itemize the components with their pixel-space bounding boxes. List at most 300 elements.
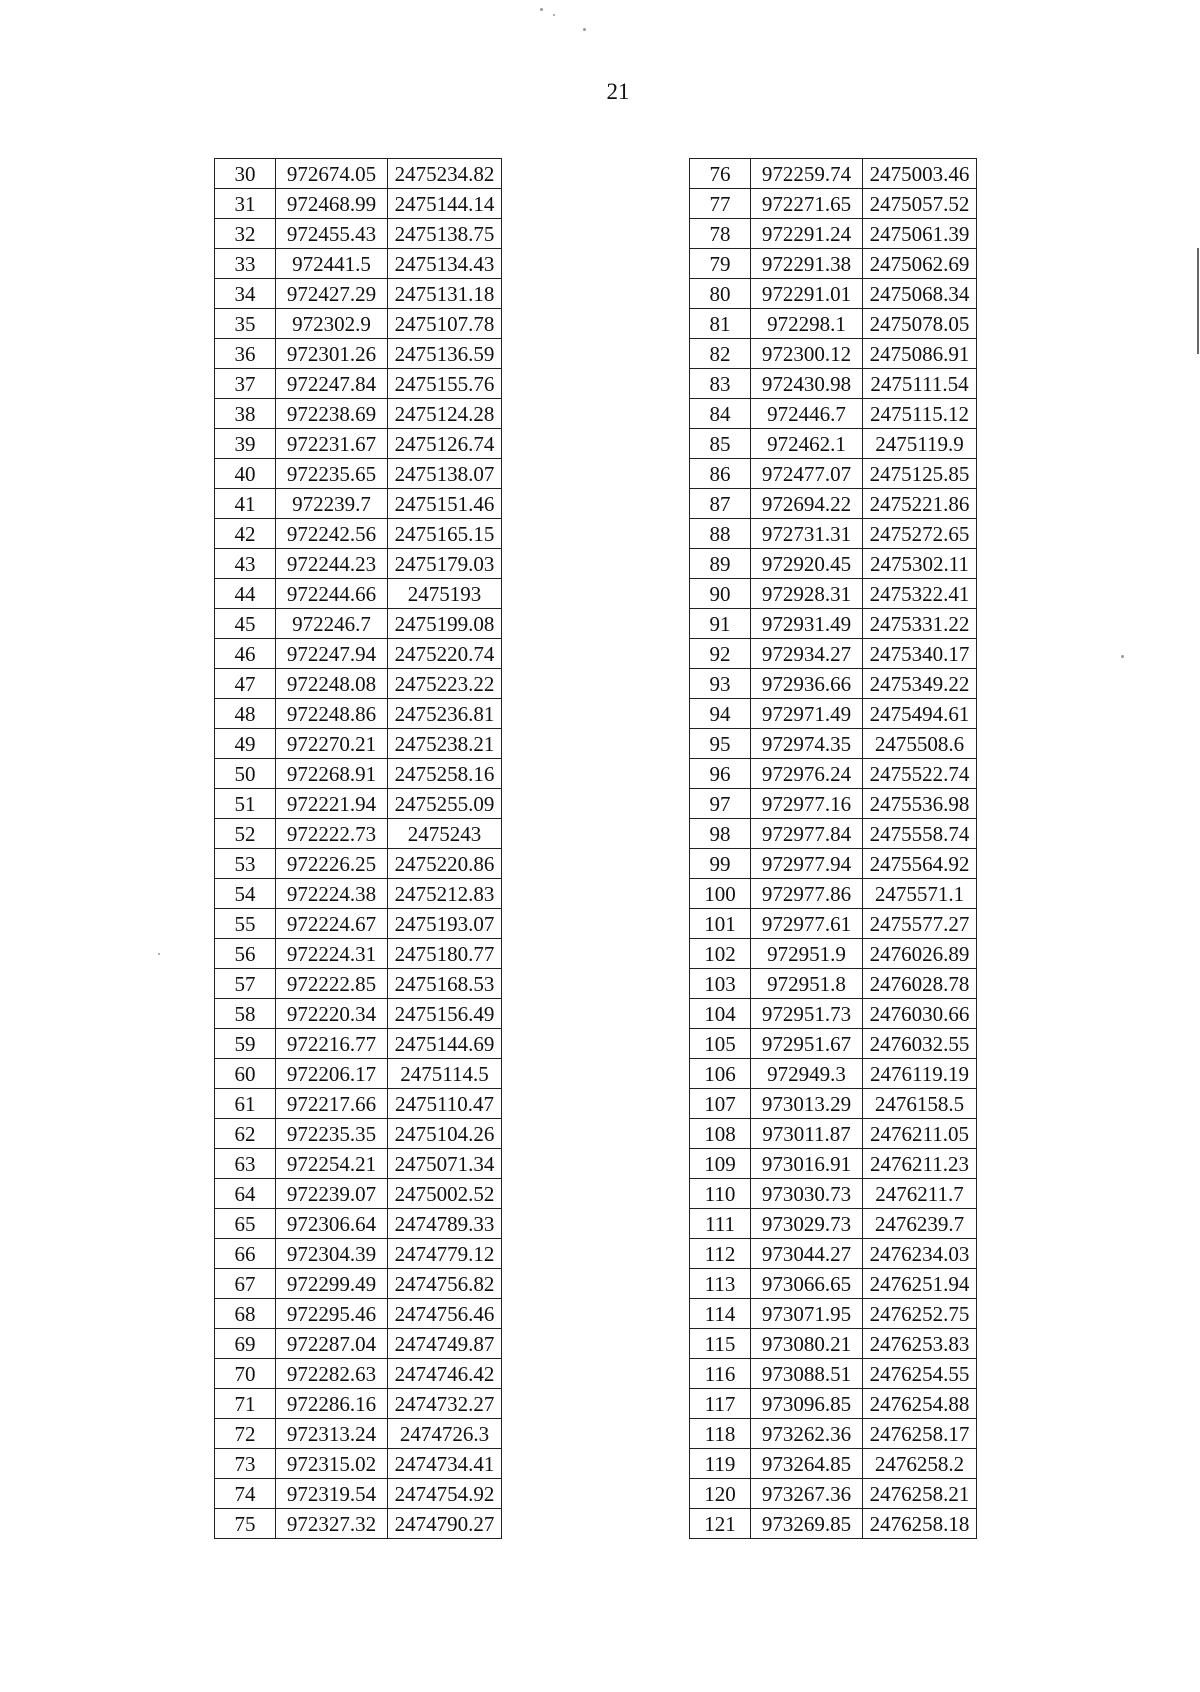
x-coordinate-cell: 972248.08 [276, 669, 388, 699]
point-id-cell: 100 [690, 879, 751, 909]
x-coordinate-cell: 972951.67 [751, 1029, 863, 1059]
table-row [690, 939, 977, 969]
y-coordinate-cell: 2475168.53 [388, 969, 502, 999]
coordinate-table-left [214, 158, 502, 1539]
scan-speck [540, 8, 543, 11]
y-coordinate-cell: 2476251.94 [863, 1269, 977, 1299]
table-row [690, 999, 977, 1029]
table-row [690, 1239, 977, 1269]
table-row [690, 1089, 977, 1119]
y-coordinate-cell: 2476030.66 [863, 999, 977, 1029]
point-id-cell: 120 [690, 1479, 751, 1509]
x-coordinate-cell: 972931.49 [751, 609, 863, 639]
x-coordinate-cell: 972291.38 [751, 249, 863, 279]
x-coordinate-cell: 972270.21 [276, 729, 388, 759]
table-row [215, 249, 502, 279]
table-row [690, 309, 977, 339]
table-row [690, 1299, 977, 1329]
table-row [690, 489, 977, 519]
x-coordinate-cell: 972302.9 [276, 309, 388, 339]
y-coordinate-cell: 2475180.77 [388, 939, 502, 969]
point-id-cell: 68 [215, 1299, 276, 1329]
table-row [215, 699, 502, 729]
table-row [690, 1029, 977, 1059]
coordinate-table-body [215, 159, 502, 1539]
y-coordinate-cell: 2474779.12 [388, 1239, 502, 1269]
point-id-cell: 75 [215, 1509, 276, 1539]
point-id-cell: 89 [690, 549, 751, 579]
y-coordinate-cell: 2475272.65 [863, 519, 977, 549]
y-coordinate-cell: 2476028.78 [863, 969, 977, 999]
x-coordinate-cell: 972977.61 [751, 909, 863, 939]
table-row [215, 1029, 502, 1059]
table-row [215, 1059, 502, 1089]
y-coordinate-cell: 2475138.07 [388, 459, 502, 489]
x-coordinate-cell: 973013.29 [751, 1089, 863, 1119]
point-id-cell: 70 [215, 1359, 276, 1389]
y-coordinate-cell: 2475223.22 [388, 669, 502, 699]
y-coordinate-cell: 2475165.15 [388, 519, 502, 549]
y-coordinate-cell: 2474734.41 [388, 1449, 502, 1479]
point-id-cell: 51 [215, 789, 276, 819]
y-coordinate-cell: 2475144.14 [388, 189, 502, 219]
point-id-cell: 80 [690, 279, 751, 309]
table-row [215, 1389, 502, 1419]
y-coordinate-cell: 2475564.92 [863, 849, 977, 879]
table-row [215, 369, 502, 399]
x-coordinate-cell: 972224.38 [276, 879, 388, 909]
x-coordinate-cell: 972224.31 [276, 939, 388, 969]
table-row [215, 1179, 502, 1209]
y-coordinate-cell: 2475111.54 [863, 369, 977, 399]
y-coordinate-cell: 2474756.82 [388, 1269, 502, 1299]
x-coordinate-cell: 972974.35 [751, 729, 863, 759]
scan-speck [1121, 655, 1124, 658]
y-coordinate-cell: 2476253.83 [863, 1329, 977, 1359]
table-row [690, 1329, 977, 1359]
x-coordinate-cell: 972298.1 [751, 309, 863, 339]
table-row [690, 1269, 977, 1299]
table-row [215, 579, 502, 609]
table-row [215, 309, 502, 339]
y-coordinate-cell: 2475068.34 [863, 279, 977, 309]
table-row [215, 1089, 502, 1119]
point-id-cell: 54 [215, 879, 276, 909]
point-id-cell: 87 [690, 489, 751, 519]
y-coordinate-cell: 2475558.74 [863, 819, 977, 849]
x-coordinate-cell: 972222.85 [276, 969, 388, 999]
point-id-cell: 62 [215, 1119, 276, 1149]
x-coordinate-cell: 972951.9 [751, 939, 863, 969]
point-id-cell: 105 [690, 1029, 751, 1059]
x-coordinate-cell: 972235.35 [276, 1119, 388, 1149]
y-coordinate-cell: 2474756.46 [388, 1299, 502, 1329]
point-id-cell: 74 [215, 1479, 276, 1509]
point-id-cell: 72 [215, 1419, 276, 1449]
coordinate-table-body [690, 159, 977, 1539]
point-id-cell: 53 [215, 849, 276, 879]
point-id-cell: 92 [690, 639, 751, 669]
y-coordinate-cell: 2474749.87 [388, 1329, 502, 1359]
x-coordinate-cell: 972239.07 [276, 1179, 388, 1209]
x-coordinate-cell: 972934.27 [751, 639, 863, 669]
y-coordinate-cell: 2475086.91 [863, 339, 977, 369]
x-coordinate-cell: 972977.16 [751, 789, 863, 819]
y-coordinate-cell: 2476254.55 [863, 1359, 977, 1389]
y-coordinate-cell: 2475078.05 [863, 309, 977, 339]
y-coordinate-cell: 2476032.55 [863, 1029, 977, 1059]
table-row [690, 729, 977, 759]
point-id-cell: 35 [215, 309, 276, 339]
point-id-cell: 107 [690, 1089, 751, 1119]
y-coordinate-cell: 2474732.27 [388, 1389, 502, 1419]
x-coordinate-cell: 972221.94 [276, 789, 388, 819]
table-row [690, 1509, 977, 1539]
table-row [690, 279, 977, 309]
table-row [215, 759, 502, 789]
y-coordinate-cell: 2475119.9 [863, 429, 977, 459]
table-row [690, 759, 977, 789]
table-row [215, 729, 502, 759]
point-id-cell: 32 [215, 219, 276, 249]
table-row [215, 1119, 502, 1149]
table-row [215, 1479, 502, 1509]
y-coordinate-cell: 2475126.74 [388, 429, 502, 459]
point-id-cell: 59 [215, 1029, 276, 1059]
x-coordinate-cell: 972477.07 [751, 459, 863, 489]
point-id-cell: 71 [215, 1389, 276, 1419]
point-id-cell: 118 [690, 1419, 751, 1449]
table-row [690, 609, 977, 639]
y-coordinate-cell: 2474789.33 [388, 1209, 502, 1239]
y-coordinate-cell: 2475571.1 [863, 879, 977, 909]
x-coordinate-cell: 972313.24 [276, 1419, 388, 1449]
y-coordinate-cell: 2475494.61 [863, 699, 977, 729]
table-row [215, 1509, 502, 1539]
point-id-cell: 115 [690, 1329, 751, 1359]
point-id-cell: 78 [690, 219, 751, 249]
table-row [215, 159, 502, 189]
x-coordinate-cell: 972455.43 [276, 219, 388, 249]
y-coordinate-cell: 2476239.7 [863, 1209, 977, 1239]
y-coordinate-cell: 2475155.76 [388, 369, 502, 399]
table-row [690, 339, 977, 369]
y-coordinate-cell: 2475061.39 [863, 219, 977, 249]
y-coordinate-cell: 2475115.12 [863, 399, 977, 429]
table-row [690, 879, 977, 909]
table-row [215, 459, 502, 489]
x-coordinate-cell: 972248.86 [276, 699, 388, 729]
x-coordinate-cell: 972286.16 [276, 1389, 388, 1419]
table-row [215, 1299, 502, 1329]
x-coordinate-cell: 972441.5 [276, 249, 388, 279]
point-id-cell: 52 [215, 819, 276, 849]
table-row [690, 549, 977, 579]
point-id-cell: 64 [215, 1179, 276, 1209]
point-id-cell: 121 [690, 1509, 751, 1539]
point-id-cell: 44 [215, 579, 276, 609]
table-row [215, 999, 502, 1029]
x-coordinate-cell: 972976.24 [751, 759, 863, 789]
table-row [215, 1419, 502, 1449]
y-coordinate-cell: 2476258.18 [863, 1509, 977, 1539]
x-coordinate-cell: 972295.46 [276, 1299, 388, 1329]
table-row [690, 669, 977, 699]
scan-speck [583, 28, 586, 31]
table-row [215, 189, 502, 219]
table-row [690, 819, 977, 849]
table-row [690, 219, 977, 249]
table-row [690, 159, 977, 189]
x-coordinate-cell: 972977.86 [751, 879, 863, 909]
scan-speck [158, 953, 160, 955]
x-coordinate-cell: 972247.94 [276, 639, 388, 669]
x-coordinate-cell: 972951.73 [751, 999, 863, 1029]
point-id-cell: 81 [690, 309, 751, 339]
x-coordinate-cell: 972291.01 [751, 279, 863, 309]
table-row [690, 519, 977, 549]
x-coordinate-cell: 972462.1 [751, 429, 863, 459]
point-id-cell: 101 [690, 909, 751, 939]
table-row [690, 1209, 977, 1239]
x-coordinate-cell: 972694.22 [751, 489, 863, 519]
x-coordinate-cell: 972936.66 [751, 669, 863, 699]
x-coordinate-cell: 972306.64 [276, 1209, 388, 1239]
y-coordinate-cell: 2475577.27 [863, 909, 977, 939]
x-coordinate-cell: 972238.69 [276, 399, 388, 429]
point-id-cell: 84 [690, 399, 751, 429]
point-id-cell: 43 [215, 549, 276, 579]
point-id-cell: 104 [690, 999, 751, 1029]
x-coordinate-cell: 972920.45 [751, 549, 863, 579]
y-coordinate-cell: 2475236.81 [388, 699, 502, 729]
table-row [215, 1269, 502, 1299]
point-id-cell: 39 [215, 429, 276, 459]
y-coordinate-cell: 2475238.21 [388, 729, 502, 759]
x-coordinate-cell: 972247.84 [276, 369, 388, 399]
y-coordinate-cell: 2475258.16 [388, 759, 502, 789]
point-id-cell: 91 [690, 609, 751, 639]
point-id-cell: 106 [690, 1059, 751, 1089]
point-id-cell: 33 [215, 249, 276, 279]
point-id-cell: 69 [215, 1329, 276, 1359]
point-id-cell: 110 [690, 1179, 751, 1209]
table-row [215, 819, 502, 849]
x-coordinate-cell: 973030.73 [751, 1179, 863, 1209]
scan-speck [553, 14, 555, 16]
y-coordinate-cell: 2475243 [388, 819, 502, 849]
table-row [215, 519, 502, 549]
point-id-cell: 67 [215, 1269, 276, 1299]
y-coordinate-cell: 2475003.46 [863, 159, 977, 189]
table-row [215, 219, 502, 249]
x-coordinate-cell: 972239.7 [276, 489, 388, 519]
x-coordinate-cell: 973066.65 [751, 1269, 863, 1299]
point-id-cell: 34 [215, 279, 276, 309]
table-row [215, 849, 502, 879]
y-coordinate-cell: 2476258.2 [863, 1449, 977, 1479]
point-id-cell: 79 [690, 249, 751, 279]
point-id-cell: 99 [690, 849, 751, 879]
table-row [690, 249, 977, 279]
y-coordinate-cell: 2476211.23 [863, 1149, 977, 1179]
y-coordinate-cell: 2476158.5 [863, 1089, 977, 1119]
point-id-cell: 60 [215, 1059, 276, 1089]
table-row [690, 1419, 977, 1449]
table-row [690, 789, 977, 819]
y-coordinate-cell: 2475144.69 [388, 1029, 502, 1059]
point-id-cell: 97 [690, 789, 751, 819]
table-row [215, 1239, 502, 1269]
table-row [690, 1059, 977, 1089]
table-row [690, 429, 977, 459]
point-id-cell: 57 [215, 969, 276, 999]
y-coordinate-cell: 2475340.17 [863, 639, 977, 669]
x-coordinate-cell: 973044.27 [751, 1239, 863, 1269]
table-row [215, 909, 502, 939]
x-coordinate-cell: 972282.63 [276, 1359, 388, 1389]
x-coordinate-cell: 972259.74 [751, 159, 863, 189]
point-id-cell: 77 [690, 189, 751, 219]
point-id-cell: 61 [215, 1089, 276, 1119]
point-id-cell: 82 [690, 339, 751, 369]
point-id-cell: 40 [215, 459, 276, 489]
table-row [690, 1179, 977, 1209]
y-coordinate-cell: 2475071.34 [388, 1149, 502, 1179]
y-coordinate-cell: 2476254.88 [863, 1389, 977, 1419]
point-id-cell: 47 [215, 669, 276, 699]
y-coordinate-cell: 2475522.74 [863, 759, 977, 789]
x-coordinate-cell: 972254.21 [276, 1149, 388, 1179]
point-id-cell: 108 [690, 1119, 751, 1149]
y-coordinate-cell: 2475156.49 [388, 999, 502, 1029]
point-id-cell: 66 [215, 1239, 276, 1269]
table-row [215, 1149, 502, 1179]
x-coordinate-cell: 972235.65 [276, 459, 388, 489]
x-coordinate-cell: 972206.17 [276, 1059, 388, 1089]
point-id-cell: 88 [690, 519, 751, 549]
point-id-cell: 73 [215, 1449, 276, 1479]
y-coordinate-cell: 2475131.18 [388, 279, 502, 309]
point-id-cell: 102 [690, 939, 751, 969]
y-coordinate-cell: 2476258.17 [863, 1419, 977, 1449]
y-coordinate-cell: 2476258.21 [863, 1479, 977, 1509]
y-coordinate-cell: 2475062.69 [863, 249, 977, 279]
y-coordinate-cell: 2475212.83 [388, 879, 502, 909]
y-coordinate-cell: 2475322.41 [863, 579, 977, 609]
table-row [215, 1449, 502, 1479]
table-row [690, 1149, 977, 1179]
table-row [215, 969, 502, 999]
point-id-cell: 48 [215, 699, 276, 729]
table-row [215, 789, 502, 819]
x-coordinate-cell: 973264.85 [751, 1449, 863, 1479]
point-id-cell: 90 [690, 579, 751, 609]
scan-edge-mark [1197, 248, 1199, 354]
x-coordinate-cell: 972327.32 [276, 1509, 388, 1539]
point-id-cell: 31 [215, 189, 276, 219]
x-coordinate-cell: 972319.54 [276, 1479, 388, 1509]
y-coordinate-cell: 2475349.22 [863, 669, 977, 699]
table-row [690, 699, 977, 729]
x-coordinate-cell: 973262.36 [751, 1419, 863, 1449]
point-id-cell: 37 [215, 369, 276, 399]
y-coordinate-cell: 2474726.3 [388, 1419, 502, 1449]
table-row [215, 429, 502, 459]
x-coordinate-cell: 972949.3 [751, 1059, 863, 1089]
point-id-cell: 93 [690, 669, 751, 699]
x-coordinate-cell: 973269.85 [751, 1509, 863, 1539]
point-id-cell: 83 [690, 369, 751, 399]
table-row [690, 189, 977, 219]
table-row [690, 1359, 977, 1389]
y-coordinate-cell: 2475536.98 [863, 789, 977, 819]
x-coordinate-cell: 973071.95 [751, 1299, 863, 1329]
table-row [690, 1389, 977, 1419]
table-row [215, 669, 502, 699]
point-id-cell: 38 [215, 399, 276, 429]
point-id-cell: 109 [690, 1149, 751, 1179]
y-coordinate-cell: 2475302.11 [863, 549, 977, 579]
x-coordinate-cell: 972226.25 [276, 849, 388, 879]
point-id-cell: 96 [690, 759, 751, 789]
point-id-cell: 45 [215, 609, 276, 639]
x-coordinate-cell: 973080.21 [751, 1329, 863, 1359]
x-coordinate-cell: 972928.31 [751, 579, 863, 609]
table-row [215, 489, 502, 519]
x-coordinate-cell: 972977.94 [751, 849, 863, 879]
point-id-cell: 95 [690, 729, 751, 759]
y-coordinate-cell: 2476119.19 [863, 1059, 977, 1089]
x-coordinate-cell: 972951.8 [751, 969, 863, 999]
table-row [215, 279, 502, 309]
x-coordinate-cell: 972246.7 [276, 609, 388, 639]
x-coordinate-cell: 972231.67 [276, 429, 388, 459]
page-number: 21 [606, 79, 630, 104]
y-coordinate-cell: 2475179.03 [388, 549, 502, 579]
y-coordinate-cell: 2475136.59 [388, 339, 502, 369]
x-coordinate-cell: 972301.26 [276, 339, 388, 369]
table-row [215, 399, 502, 429]
point-id-cell: 49 [215, 729, 276, 759]
x-coordinate-cell: 972977.84 [751, 819, 863, 849]
point-id-cell: 98 [690, 819, 751, 849]
y-coordinate-cell: 2474790.27 [388, 1509, 502, 1539]
x-coordinate-cell: 972304.39 [276, 1239, 388, 1269]
point-id-cell: 63 [215, 1149, 276, 1179]
x-coordinate-cell: 972731.31 [751, 519, 863, 549]
y-coordinate-cell: 2476211.05 [863, 1119, 977, 1149]
table-row [215, 939, 502, 969]
y-coordinate-cell: 2474754.92 [388, 1479, 502, 1509]
table-row [215, 1329, 502, 1359]
point-id-cell: 42 [215, 519, 276, 549]
y-coordinate-cell: 2475220.86 [388, 849, 502, 879]
point-id-cell: 113 [690, 1269, 751, 1299]
y-coordinate-cell: 2475193.07 [388, 909, 502, 939]
point-id-cell: 58 [215, 999, 276, 1029]
y-coordinate-cell: 2475221.86 [863, 489, 977, 519]
y-coordinate-cell: 2475110.47 [388, 1089, 502, 1119]
point-id-cell: 117 [690, 1389, 751, 1419]
table-row [215, 1359, 502, 1389]
y-coordinate-cell: 2475057.52 [863, 189, 977, 219]
x-coordinate-cell: 973016.91 [751, 1149, 863, 1179]
table-row [690, 579, 977, 609]
x-coordinate-cell: 972217.66 [276, 1089, 388, 1119]
point-id-cell: 111 [690, 1209, 751, 1239]
table-row [215, 639, 502, 669]
